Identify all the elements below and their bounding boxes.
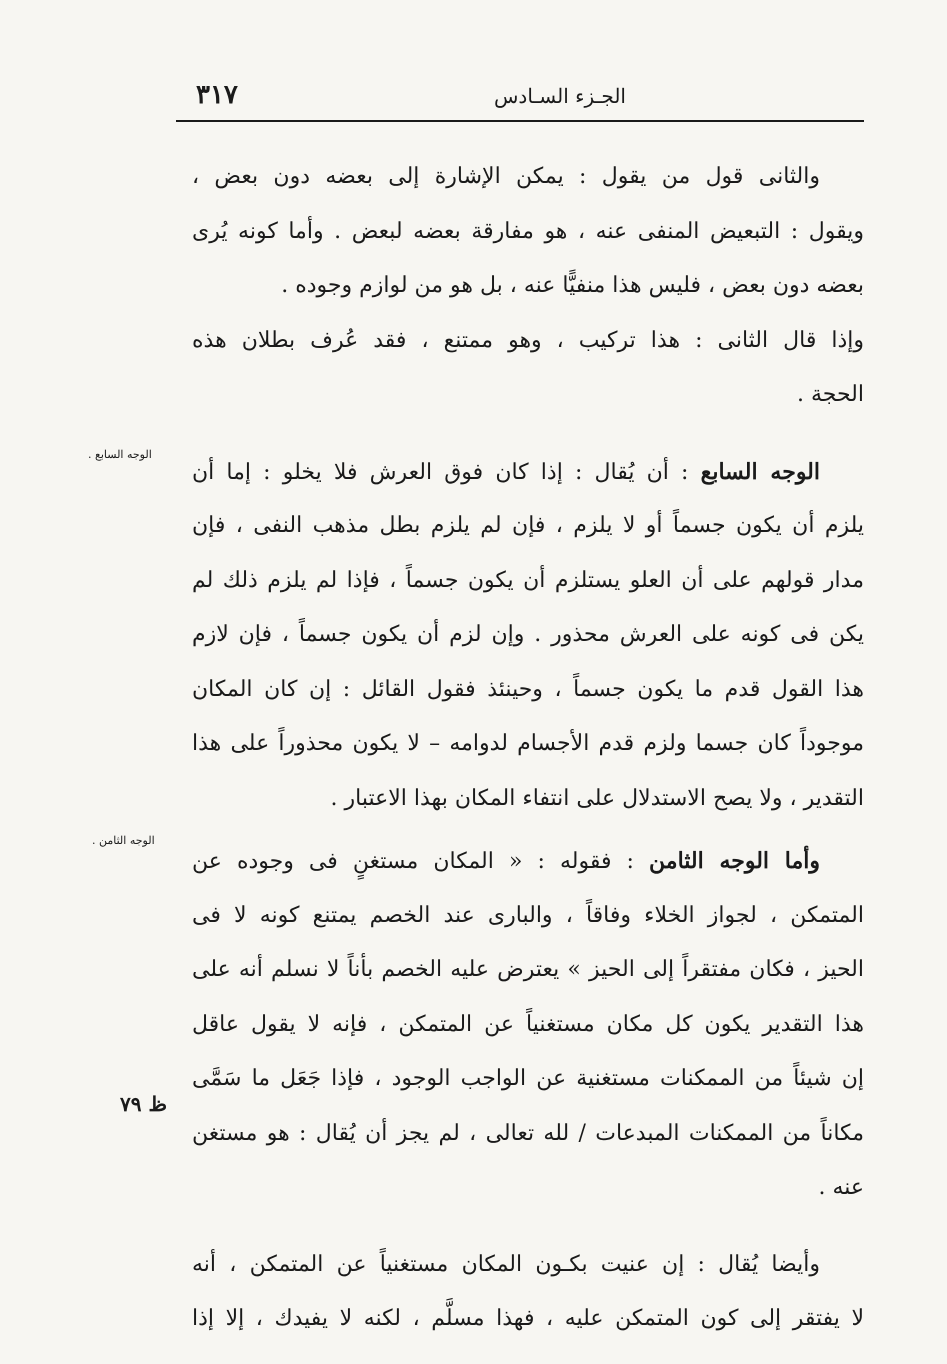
text-line: وإذا قال الثانى : هذا تركيب ، وهو ممتنع ، فقد عُرف بطلان هذه bbox=[192, 327, 864, 353]
section-heading-eighth: وأما الوجه الثامن bbox=[649, 848, 820, 874]
margin-note-seventh: الوجه السابع . bbox=[88, 448, 152, 461]
page-header bbox=[180, 80, 864, 120]
text-line: يلزم أن يكون جسماً أو لا يلزم ، فإن لم يلزم بطل مذهب النفى ، فإن bbox=[192, 513, 864, 538]
text-line: هذا القول قدم ما يكون جسماً ، وحينئذ فقول القائل : إن كان المكان bbox=[192, 676, 864, 702]
text-line: الحجة . bbox=[797, 382, 864, 407]
folio-marker: ظ ٧٩ bbox=[120, 1092, 167, 1116]
text-line: الحيز ، فكان مفتقراً إلى الحيز » يعترض عليه الخصم بأناً لا نسلم أنه على bbox=[192, 957, 864, 982]
text-line: التقدير ، ولا يصح الاستدلال على انتفاء المكان بهذا الاعتبار . bbox=[330, 785, 864, 811]
margin-note-eighth: الوجه الثامن . bbox=[92, 834, 155, 847]
text-line: ويقول : التبعيض المنفى عنه ، هو مفارقة بعضه لبعض . وأما كونه يُرى bbox=[192, 218, 864, 244]
text-line: عنه . bbox=[818, 1175, 864, 1200]
text-line: لا يفتقر إلى كون المتمكن عليه ، فهذا مسلَّم ، لكنه لا يفيدك ، إلا إذا bbox=[192, 1306, 864, 1331]
paragraph-gap bbox=[192, 423, 864, 445]
text-line: هذا التقدير يكون كل مكان مستغنياً عن المتمكن ، فإنه لا يقول عاقل bbox=[192, 1011, 864, 1037]
section-eighth-first-line bbox=[192, 834, 864, 889]
section-heading-seventh: الوجه السابع bbox=[700, 458, 820, 485]
header-rule bbox=[176, 120, 864, 122]
text-line: موجوداً كان جسما ولزم قدم الأجسام لدوامه – لا يكون محذوراً على هذا bbox=[192, 731, 864, 756]
text-run: : فقوله : « المكان مستغنٍ فى وجوده عن bbox=[192, 849, 650, 874]
paragraph-gap bbox=[192, 826, 864, 834]
text-line: يكن فى كونه على العرش محذور . وإن لزم أن يكون جسماً ، فإن لازم bbox=[192, 622, 864, 647]
text-line: مدار قولهم على أن العلو يستلزم أن يكون جسماً ، فإذا لم يلزم ذلك لم bbox=[192, 567, 864, 593]
text-line: مكاناً من الممكنات المبدعات / لله تعالى ، لم يجز أن يُقال : هو مستغن bbox=[192, 1120, 864, 1146]
text-line: وأيضا يُقال : إن عنيت بكـون المكان مستغنياً عن المتمكن ، أنه bbox=[192, 1251, 820, 1277]
section-seventh-first-line bbox=[192, 445, 864, 500]
page-body bbox=[192, 150, 864, 1347]
running-title: الجـزء السـادس bbox=[494, 84, 626, 108]
page-number: ٣١٧ bbox=[196, 80, 238, 110]
text-line: والثانى قول من يقول : يمكن الإشارة إلى بعضه دون بعض ، bbox=[192, 164, 820, 189]
text-line: المتمكن ، لجواز الخلاء وفاقاً ، والبارى عند الخصم يمتنع كونه لا فى bbox=[192, 902, 864, 928]
text-line: بعضه دون بعض ، فليس هذا منفيًّا عنه ، بل هو من لوازم وجوده . bbox=[281, 273, 864, 298]
paragraph-gap bbox=[192, 1216, 864, 1238]
text-line: إن شيئاً من الممكنات مستغنية عن الواجب الوجود ، فإذا جَعَل ما سَمَّى bbox=[192, 1066, 864, 1091]
text-run: : أن يُقال : إذا كان فوق العرش فلا يخلو : إما أن bbox=[192, 459, 701, 485]
